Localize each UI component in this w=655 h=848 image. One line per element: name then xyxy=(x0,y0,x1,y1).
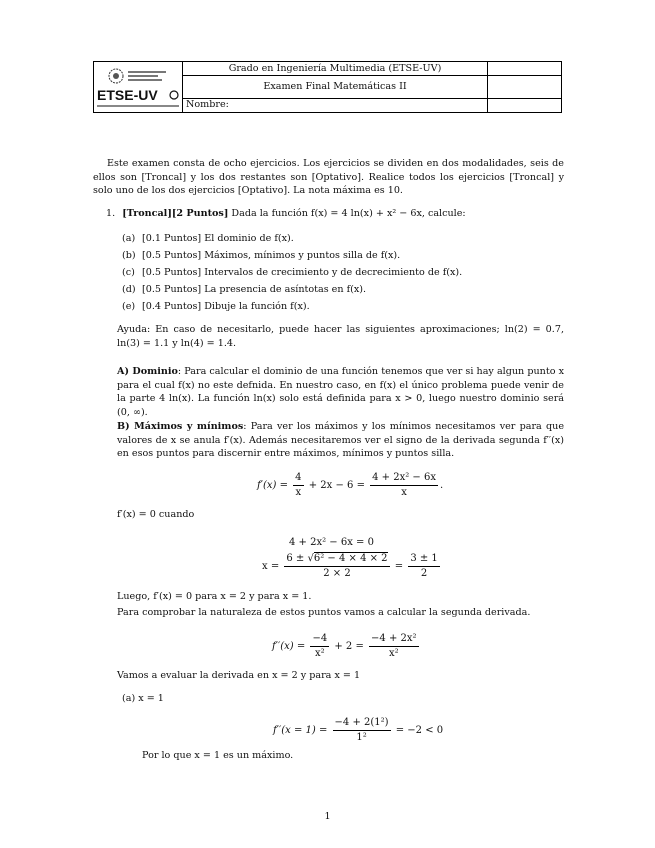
problem-1-statement xyxy=(106,207,566,221)
section-a-text: : Para calcular el dominio de una función tenemos que ver si hay algun punto x para el cual f(x) no este defnida. En nuestro caso, en f(x) el único problema puede venir de la parte 4 ln(x). La función ln(x) solo está definida para x > 0, luego nuestro dominio será (0, ∞). xyxy=(117,366,564,418)
evaluar-text: Vamos a evaluar la derivada en x = 2 y para x = 1 xyxy=(117,670,361,681)
luego-text: Luego, f′(x) = 0 para x = 2 y para x = 1. xyxy=(117,591,312,602)
problem-number: 1. xyxy=(106,208,116,219)
intro-paragraph xyxy=(93,157,564,198)
problem-text: Dada la función f(x) = 4 ln(x) + x² − 6x, calcule: xyxy=(231,208,466,219)
section-b-text: : Para ver los máximos y los mínimos necesitamos ver para que valores de x se anula f′(x). Además necesitaremos ver el signo de la derivada segunda f′′(x) en esos puntos para discernir entre máximos, mínimos y puntos silla. xyxy=(117,421,564,459)
page-number: 1 xyxy=(324,811,331,822)
section-a-title: A) Dominio xyxy=(117,366,178,377)
equation-second-derivative: f′′(x) = $\frac{-4}{\text{x²}}$ + 2 = $\frac{\text{−4 + 2x²}}{\text{x²}}$ xyxy=(272,633,417,659)
zero-when-text: f′(x) = 0 cuando xyxy=(117,509,195,520)
equation-first-derivative: f′(x) = $\frac{4}{x}$ + 2x − 6 = $\frac{\text{4 + 2x² − 6x}}{x}$ . xyxy=(257,472,444,498)
section-b-maximos xyxy=(117,420,564,461)
problem-1-items xyxy=(122,232,562,314)
header-right-cells xyxy=(487,62,562,112)
section-a-dominio xyxy=(117,365,564,419)
etse-uv-logo xyxy=(94,62,183,112)
header-degree: Grado en Ingeniería Multimedia (ETSE-UV) xyxy=(183,62,487,76)
conclusion-text: Por lo que x = 1 es un máximo. xyxy=(142,750,294,761)
equation-roots: x = $\frac{\text{6 ± √6² − 4 × 4 × 2}}{2 \times 2}$ = $\frac{3 \pm 1}{2}$ xyxy=(262,553,438,579)
case-a-label: (a) x = 1 xyxy=(122,693,164,704)
header-table xyxy=(93,61,562,113)
list-item: (a) [0.1 Puntos] El dominio de f(x). xyxy=(122,233,294,244)
intro-text: Este examen consta de ocho ejercicios. Los ejercicios se dividen en dos modalidades, seis de ellos son [Troncal] y los dos restantes son [Optativo]. Realice todos los ejercicios [Troncal] y solo uno de los dos ejercicios [Optativo]. La nota máxima es 10. xyxy=(93,158,564,196)
header-exam-title: Examen Final Matemáticas II xyxy=(183,75,487,99)
header-name-label: Nombre: xyxy=(186,99,229,110)
equation-quadratic: 4 + 2x² − 6x = 0 xyxy=(289,537,374,548)
list-item: (b) [0.5 Puntos] Máximos, mínimos y puntos silla de f(x). xyxy=(122,250,401,261)
hint-paragraph: Ayuda: En caso de necesitarlo, puede hacer las siguientes aproximaciones; ln(2) = 0.7, ln(3) = 1.1 y ln(4) = 1.4. xyxy=(117,324,564,349)
header-middle xyxy=(183,62,487,112)
problem-tag: [Troncal][2 Puntos] xyxy=(122,208,229,219)
list-item: (e) [0.4 Puntos] Dibuje la función f(x). xyxy=(122,301,310,312)
section-b-title: B) Máximos y mínimos xyxy=(117,421,244,432)
list-item: (d) [0.5 Puntos] La presencia de asíntotas en f(x). xyxy=(122,284,367,295)
equation-evaluate-x1: f′′(x = 1) = $\frac{\text{−4 + 2(1²)}}{\text{1²}}$ = −2 < 0 xyxy=(273,717,444,743)
para-text: Para comprobar la naturaleza de estos puntos vamos a calcular la segunda derivada. xyxy=(117,607,531,618)
list-item: (c) [0.5 Puntos] Intervalos de crecimiento y de decrecimiento de f(x). xyxy=(122,267,463,278)
logo-text: ETSE-UV xyxy=(97,87,158,103)
